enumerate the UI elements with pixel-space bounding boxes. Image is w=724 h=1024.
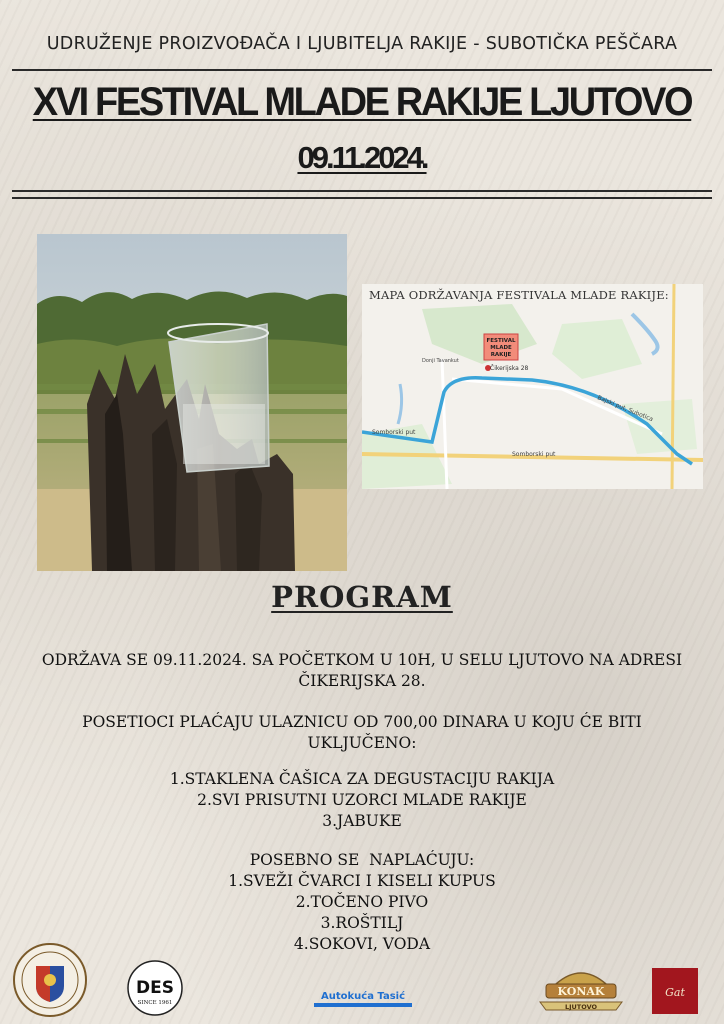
program-ticket-line-1: POSETIOCI PLAĆAJU ULAZNICU OD 700,00 DINARA U KOJU ĆE BITI [82,713,642,731]
title-divider-bottom [12,197,712,199]
des-logo-text: DES [136,978,174,998]
extra-item: 1.SVEŽI ČVARCI I KISELI KUPUS [228,872,496,890]
map-marker-line-3: RAKIJE [490,352,512,358]
program-ticket-line-2: UKLJUČENO: [307,734,417,752]
map-village-label: Donji Tavankut [422,358,459,364]
map-address-label: Čikerijska 28 [490,365,529,372]
program-ticket [0,712,724,754]
program-intro-line-1: ODRŽAVA SE 09.11.2024. SA POČETKOM U 10H, U SELU LJUTOVO NA ADRESI [41,651,683,669]
included-list [0,769,724,832]
konak-logo-subtext: LJUTOVO [564,1003,598,1011]
map-road-bottom-label: Somborski put [512,451,556,458]
header-divider [12,69,712,71]
map-road-left-label: Somborski put [372,429,416,436]
extra-item: 2.TOČENO PIVO [295,893,429,911]
des-logo-since: SINCE 1961 [137,1000,173,1006]
program-heading: PROGRAM [271,580,453,614]
autokuca-tasic-logo [310,986,416,1010]
des-logo [127,960,183,1016]
program-intro [0,650,724,692]
municipal-coat-of-arms-logo [12,942,88,1018]
map-marker-line-1: FESTIVAL [486,338,516,344]
program-intro-line-2: ČIKERIJSKA 28. [298,672,426,690]
extra-list [0,850,724,955]
extra-item: 3.ROŠTILJ [320,914,404,932]
title-divider-top [12,190,712,192]
map-road-right-label: Bajski put, Subotica [596,394,655,424]
autokuca-logo-text: Autokuća Tasić [320,991,406,1002]
included-item: 3.JABUKE [322,812,402,830]
festival-title: XVI FESTIVAL MLADE RAKIJE LJUTOVO [32,80,692,124]
map-caption: MAPA ODRŽAVANJA FESTIVALA MLADE RAKIJE: [369,288,669,302]
festival-date: 09.11.2024. [297,140,427,175]
rakija-glass-photo [37,234,347,571]
map-marker-line-2: MLADE [490,345,512,351]
gat-logo-text: Gat [665,986,685,999]
extra-heading: POSEBNO SE NAPLAĆUJU: [249,851,475,869]
konak-logo-text: KONAK [557,985,605,998]
gat-logo [652,968,698,1014]
included-item: 1.STAKLENA ČAŠICA ZA DEGUSTACIJU RAKIJA [169,770,555,788]
extra-item: 4.SOKOVI, VODA [293,935,431,953]
konak-ljutovo-logo [536,962,626,1012]
included-item: 2.SVI PRISUTNI UZORCI MLADE RAKIJE [197,791,527,809]
festival-location-map[interactable] [362,284,703,489]
organization-name: UDRUŽENJE PROIZVOĐAČA I LJUBITELJA RAKIJE - SUBOTIČKA PEŠČARA [46,34,678,54]
